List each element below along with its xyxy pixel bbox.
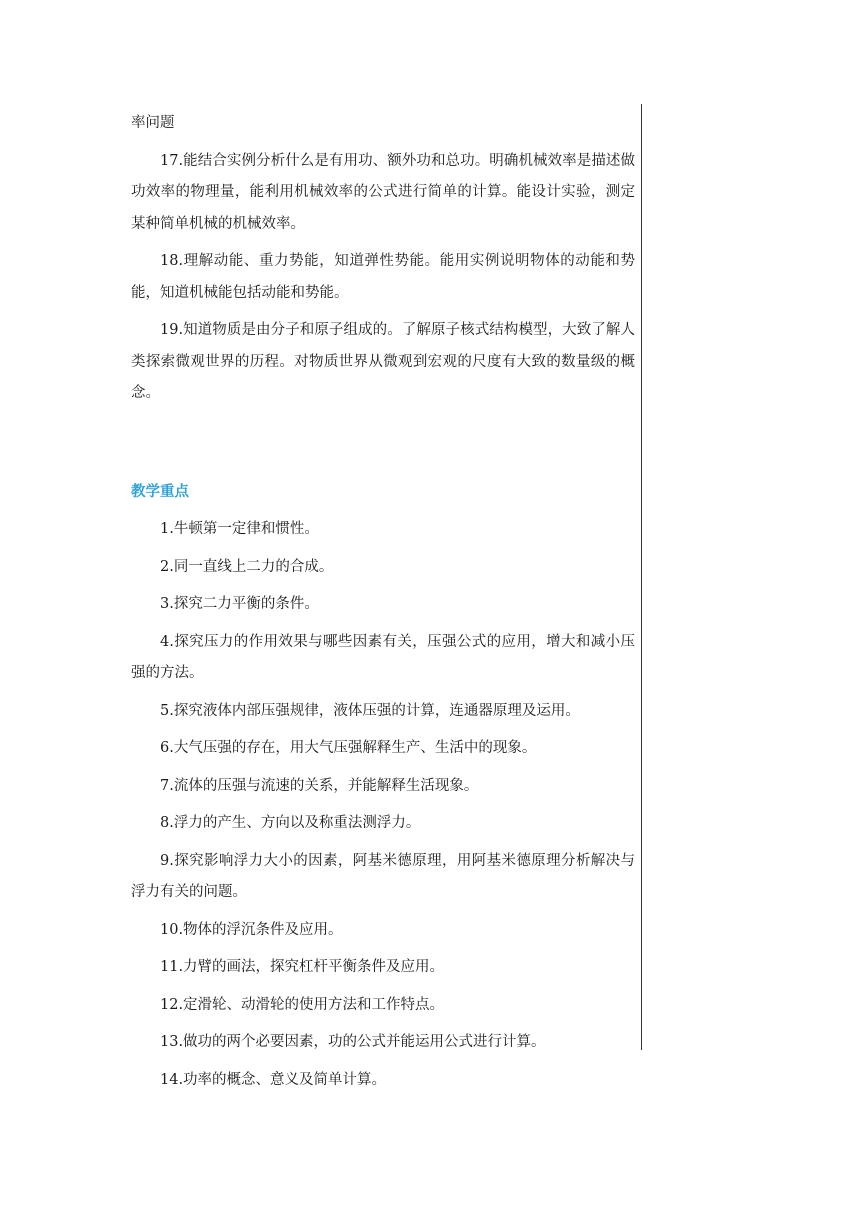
key-point-item: 10.物体的浮沉条件及应用。 bbox=[160, 921, 343, 938]
key-point-item: 2.同一直线上二力的合成。 bbox=[160, 558, 334, 575]
key-point-item: 5.探究液体内部压强规律，液体压强的计算，连通器原理及运用。 bbox=[160, 702, 580, 719]
key-points-heading: 教学重点 bbox=[131, 483, 189, 500]
continuation-text: 率问题 bbox=[131, 115, 175, 131]
key-point-item: 6.大气压强的存在，用大气压强解释生产、生活中的现象。 bbox=[160, 740, 537, 756]
key-point-item: 4.探究压力的作用效果与哪些因素有关，压强公式的应用，增大和减小压强的方法。 bbox=[131, 633, 635, 681]
standard-item: 17.能结合实例分析什么是有用功、额外功和总功。明确机械效率是描述做功效率的物理量，能利用机械效率的公式进行简单的计算。能设计实验，测定某种简单机械的机械效率。 bbox=[131, 152, 635, 232]
key-point-item: 8.浮力的产生、方向以及称重法测浮力。 bbox=[160, 815, 421, 831]
key-point-item: 1.牛顿第一定律和惯性。 bbox=[160, 521, 319, 537]
key-point-item: 12.定滑轮、动滑轮的使用方法和工作特点。 bbox=[160, 996, 445, 1013]
key-point-item: 3.探究二力平衡的条件。 bbox=[160, 596, 319, 612]
key-point-item: 14.功率的概念、意义及简单计算。 bbox=[160, 1071, 387, 1088]
key-point-item: 13.做功的两个必要因素，功的公式并能运用公式进行计算。 bbox=[160, 1034, 546, 1050]
key-point-item: 7.流体的压强与流速的关系，并能解释生活现象。 bbox=[160, 777, 479, 794]
standard-item: 19.知道物质是由分子和原子组成的。了解原子核式结构模型，大致了解人类探索微观世界的历程。对物质世界从微观到宏观的尺度有大致的数量级的概念。 bbox=[131, 322, 635, 401]
standard-item: 18.理解动能、重力势能，知道弹性势能。能用实例说明物体的动能和势能，知道机械能包括动能和势能。 bbox=[131, 253, 635, 301]
key-point-item: 9.探究影响浮力大小的因素，阿基米德原理，用阿基米德原理分析解决与浮力有关的问题。 bbox=[131, 852, 635, 900]
key-point-item: 11.力臂的画法，探究杠杆平衡条件及应用。 bbox=[160, 959, 445, 975]
document-content bbox=[131, 108, 635, 1102]
table-right-border bbox=[641, 104, 642, 1050]
